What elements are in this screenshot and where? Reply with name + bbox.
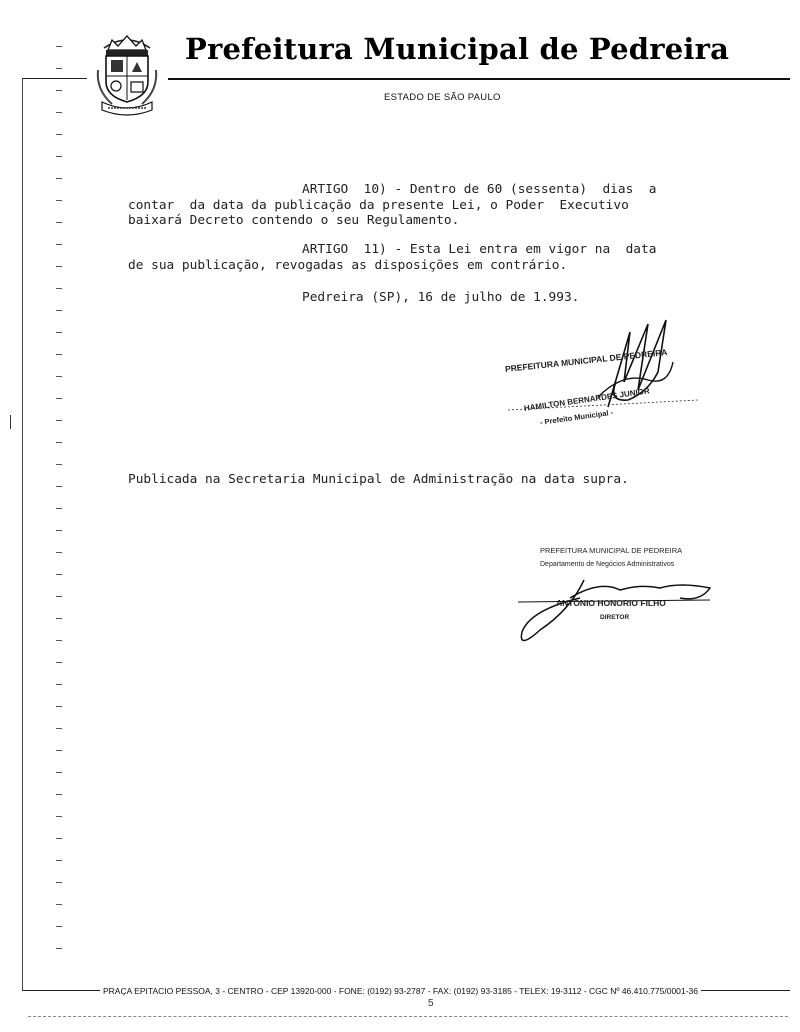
- director-name: ANTONIO HONORIO FILHO: [556, 598, 666, 608]
- scan-tick-mark: [56, 134, 62, 135]
- scan-tick-mark: [56, 178, 62, 179]
- scan-tick-mark: [56, 838, 62, 839]
- place-date: Pedreira (SP), 16 de julho de 1.993.: [302, 290, 580, 305]
- article-10-text: contar da data da publicação da presente Lei, o Poder Executivo: [128, 198, 629, 213]
- scan-tick-mark: [56, 684, 62, 685]
- scan-tick-mark: [56, 156, 62, 157]
- scan-tick-mark: [56, 618, 62, 619]
- header-rule: [22, 78, 87, 79]
- scan-tick-mark: [56, 244, 62, 245]
- scan-tick-mark: [56, 882, 62, 883]
- article-10-text: baixará Decreto contendo o seu Regulamento.: [128, 213, 460, 228]
- scan-tick-mark: [56, 926, 62, 927]
- scan-tick-mark: [56, 442, 62, 443]
- scan-tick-mark: [56, 266, 62, 267]
- scan-tick-mark: [56, 794, 62, 795]
- header-rule: [168, 78, 790, 80]
- scan-tick-mark: [56, 574, 62, 575]
- scan-tick-mark: [56, 376, 62, 377]
- scan-tick-mark: [56, 728, 62, 729]
- scan-tick-mark: [56, 816, 62, 817]
- scan-tick-mark: [56, 662, 62, 663]
- scan-tick-mark: [56, 508, 62, 509]
- article-11-text: ARTIGO 11) - Esta Lei entra em vigor na data: [302, 242, 657, 257]
- scan-tick-mark: [56, 112, 62, 113]
- mayor-name: HAMILTON BERNARDES JUNIOR: [523, 386, 651, 413]
- scan-tick-mark: [56, 464, 62, 465]
- mayor-title: - Prefeito Municipal -: [539, 407, 614, 427]
- scan-tick-mark: [56, 90, 62, 91]
- mayor-signature: [498, 312, 718, 440]
- scan-tick-mark: [56, 772, 62, 773]
- article-10-text: ARTIGO 10) - Dentro de 60 (sessenta) dias a: [302, 182, 657, 197]
- director-department: Departamento de Negócios Administrativos: [540, 561, 675, 568]
- scan-tick-mark: [56, 46, 62, 47]
- scan-tick-mark: [56, 310, 62, 311]
- scan-tick-mark: [56, 398, 62, 399]
- scan-tick-mark: [56, 552, 62, 553]
- binding-edge-line: [22, 78, 23, 990]
- scan-tick-mark: [56, 596, 62, 597]
- scan-tick-mark: [56, 948, 62, 949]
- scan-tick-mark: [56, 354, 62, 355]
- scan-tick-mark: [56, 200, 62, 201]
- scan-tick-mark: [56, 706, 62, 707]
- scan-tick-mark: [56, 222, 62, 223]
- scan-tick-mark: [56, 68, 62, 69]
- scan-tick-mark: [56, 288, 62, 289]
- header-state: ESTADO DE SÃO PAULO: [384, 92, 501, 103]
- scan-tick-mark: [56, 332, 62, 333]
- scan-tick-mark: [56, 530, 62, 531]
- scan-tick-mark: [56, 750, 62, 751]
- scan-tick-mark: [56, 420, 62, 421]
- footer-address: PRAÇA EPITACIO PESSOA, 3 - CENTRO - CEP 13920-000 - FONE: (0192) 93-2787 - FAX: (0192) 93-3185 - TELEX: 19-3112 - CGC Nº 46.410.775/0001-36: [100, 986, 701, 996]
- page-number: 5: [428, 998, 434, 1009]
- letterhead-title: Prefeitura Municipal de Pedreira: [185, 32, 730, 66]
- scan-tick-mark: [56, 640, 62, 641]
- scan-tick-mark: [56, 486, 62, 487]
- scan-tick-mark: [56, 904, 62, 905]
- article-11-text: de sua publicação, revogadas as disposições em contrário.: [128, 258, 568, 273]
- scan-edge-mark: [10, 415, 11, 429]
- scan-tick-mark: [56, 860, 62, 861]
- director-stamp-header: PREFEITURA MUNICIPAL DE PEDREIRA: [540, 546, 683, 555]
- coat-of-arms-icon: [92, 30, 162, 116]
- publication-note: Publicada na Secretaria Municipal de Administração na data supra.: [128, 472, 629, 487]
- mayor-stamp-header: PREFEITURA MUNICIPAL DE PEDREIRA: [504, 346, 668, 374]
- bottom-dashed-rule: [28, 1016, 788, 1018]
- director-title: DIRETOR: [600, 614, 630, 621]
